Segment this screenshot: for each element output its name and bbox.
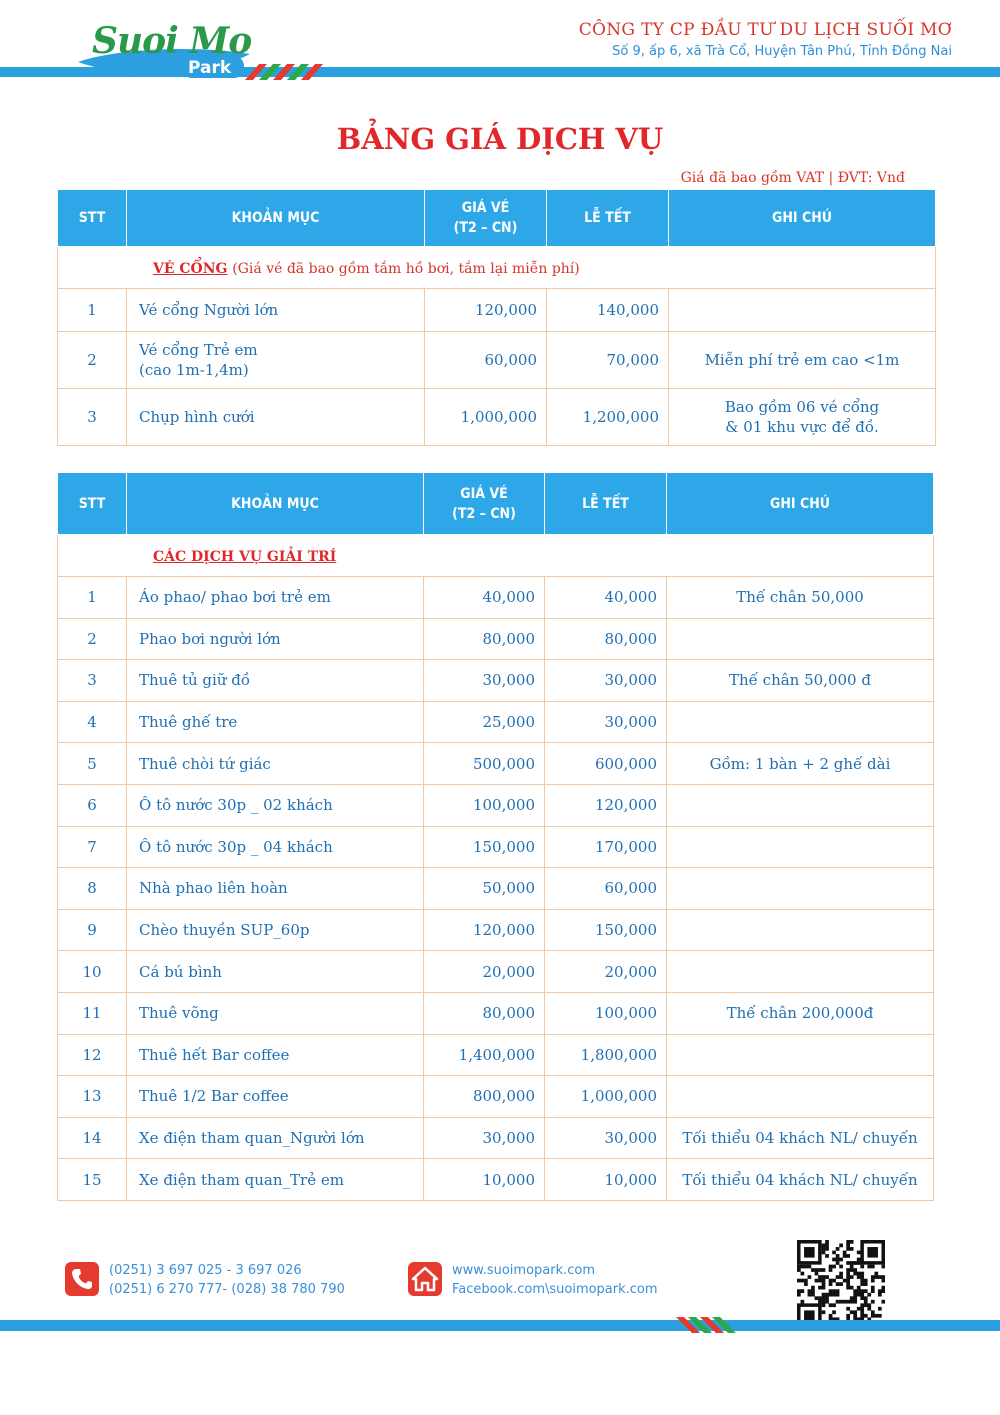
table-row — [58, 1117, 934, 1159]
col-header-price — [424, 473, 545, 535]
row-price: 100,000 — [424, 784, 545, 826]
row-item: Phao bơi người lớn — [127, 618, 424, 660]
table-row — [58, 332, 936, 389]
table-row — [58, 660, 934, 702]
row-stt: 3 — [58, 389, 127, 446]
row-item: Nhà phao liên hoàn — [127, 868, 424, 910]
row-note: Thế chân 200,000đ — [667, 992, 934, 1034]
table-row — [58, 389, 936, 446]
row-holiday-price: 100,000 — [545, 992, 667, 1034]
table-row — [58, 951, 934, 993]
table-row — [58, 743, 934, 785]
row-note — [667, 1076, 934, 1118]
row-note: Miễn phí trẻ em cao <1m — [669, 332, 936, 389]
row-stt: 1 — [58, 577, 127, 619]
row-stt: 2 — [58, 618, 127, 660]
col-header-note: GHI CHÚ — [667, 473, 934, 535]
row-price: 150,000 — [424, 826, 545, 868]
row-holiday-price: 140,000 — [547, 289, 669, 332]
row-holiday-price: 30,000 — [545, 1117, 667, 1159]
row-holiday-price: 170,000 — [545, 826, 667, 868]
row-note — [667, 784, 934, 826]
row-holiday-price: 10,000 — [545, 1159, 667, 1201]
col-header-price-line2: (T2 – CN) — [452, 505, 516, 522]
row-price: 120,000 — [425, 289, 547, 332]
col-header-item: KHOẢN MỤC — [127, 473, 424, 535]
vat-note: Giá đã bao gồm VAT | ĐVT: Vnđ — [680, 170, 905, 186]
col-header-stt: STT — [58, 473, 127, 535]
row-item — [127, 332, 425, 389]
row-note-line2: & 01 khu vực để đồ. — [725, 418, 879, 436]
row-holiday-price: 20,000 — [545, 951, 667, 993]
row-price: 800,000 — [424, 1076, 545, 1118]
table-row — [58, 618, 934, 660]
row-holiday-price: 60,000 — [545, 868, 667, 910]
row-note — [667, 701, 934, 743]
row-stt: 3 — [58, 660, 127, 702]
row-price: 10,000 — [424, 1159, 545, 1201]
table-row — [58, 868, 934, 910]
entertainment-rows — [58, 577, 934, 1201]
table-row — [58, 289, 936, 332]
section-label: CÁC DỊCH VỤ GIẢI TRÍ — [153, 548, 337, 565]
phone-line-1: (0251) 3 697 025 - 3 697 026 — [109, 1263, 302, 1278]
row-stt: 9 — [58, 909, 127, 951]
row-price: 1,000,000 — [425, 389, 547, 446]
row-stt: 4 — [58, 701, 127, 743]
entrance-ticket-table — [57, 189, 936, 446]
row-item: Áo phao/ phao bơi trẻ em — [127, 577, 424, 619]
logo-text: Suoi Mo — [92, 20, 252, 62]
row-note — [667, 909, 934, 951]
row-item: Thuê tủ giữ đồ — [127, 660, 424, 702]
footer-stripe-deco — [676, 1317, 746, 1333]
row-item: Thuê chòi tứ giác — [127, 743, 424, 785]
row-note — [667, 826, 934, 868]
row-item: Ô tô nước 30p _ 02 khách — [127, 784, 424, 826]
row-stt: 15 — [58, 1159, 127, 1201]
row-stt: 12 — [58, 1034, 127, 1076]
suoi-mo-logo — [70, 14, 260, 90]
row-note — [669, 289, 936, 332]
row-holiday-price: 1,800,000 — [545, 1034, 667, 1076]
row-holiday-price: 40,000 — [545, 577, 667, 619]
row-note — [669, 389, 936, 446]
row-price: 60,000 — [425, 332, 547, 389]
col-header-stt: STT — [58, 190, 127, 247]
company-name: CÔNG TY CP ĐẦU TƯ DU LỊCH SUỐI MƠ — [578, 20, 952, 40]
row-price: 500,000 — [424, 743, 545, 785]
row-item: Cá bú bình — [127, 951, 424, 993]
row-stt: 6 — [58, 784, 127, 826]
row-price: 20,000 — [424, 951, 545, 993]
row-item: Vé cổng Người lớn — [127, 289, 425, 332]
section-row — [58, 535, 934, 577]
row-note — [667, 951, 934, 993]
row-item-line2: (cao 1m-1,4m) — [139, 361, 249, 379]
row-price: 40,000 — [424, 577, 545, 619]
row-holiday-price: 150,000 — [545, 909, 667, 951]
row-note: Tối thiểu 04 khách NL/ chuyến — [667, 1159, 934, 1201]
phone-numbers — [109, 1261, 345, 1299]
row-holiday-price: 30,000 — [545, 701, 667, 743]
row-stt: 7 — [58, 826, 127, 868]
row-note: Thế chân 50,000 — [667, 577, 934, 619]
table-row — [58, 701, 934, 743]
row-item: Xe điện tham quan_Người lớn — [127, 1117, 424, 1159]
row-item: Thuê ghế tre — [127, 701, 424, 743]
row-stt: 13 — [58, 1076, 127, 1118]
row-stt: 8 — [58, 868, 127, 910]
footer-stripe — [0, 1320, 1000, 1331]
row-price: 30,000 — [424, 1117, 545, 1159]
row-note: Gồm: 1 bàn + 2 ghế dài — [667, 743, 934, 785]
row-item-line1: Vé cổng Trẻ em — [139, 341, 258, 359]
row-price: 50,000 — [424, 868, 545, 910]
row-stt: 11 — [58, 992, 127, 1034]
col-header-price-line1: GIÁ VÉ — [460, 485, 508, 502]
row-note — [667, 868, 934, 910]
section-cell — [58, 535, 934, 577]
row-stt: 5 — [58, 743, 127, 785]
row-holiday-price: 600,000 — [545, 743, 667, 785]
col-header-note: GHI CHÚ — [669, 190, 936, 247]
row-note: Thế chân 50,000 đ — [667, 660, 934, 702]
website-link[interactable]: www.suoimopark.com — [452, 1263, 596, 1278]
section-label: VÉ CỔNG — [153, 260, 228, 277]
facebook-link[interactable]: Facebook.com\suoimopark.com — [452, 1282, 658, 1297]
table-row — [58, 1159, 934, 1201]
logo-park-text: Park — [188, 58, 232, 78]
table-row — [58, 1034, 934, 1076]
col-header-holiday: LỄ TẾT — [545, 473, 667, 535]
row-price: 120,000 — [424, 909, 545, 951]
row-stt: 2 — [58, 332, 127, 389]
row-price: 80,000 — [424, 618, 545, 660]
row-price: 80,000 — [424, 992, 545, 1034]
phone-icon — [65, 1262, 99, 1296]
col-header-price — [425, 190, 547, 247]
row-note — [667, 618, 934, 660]
col-header-price-line1: GIÁ VÉ — [461, 200, 510, 216]
table-header-row — [58, 190, 936, 247]
page-title: BẢNG GIÁ DỊCH VỤ — [336, 122, 664, 156]
row-note — [667, 1034, 934, 1076]
table-row — [58, 577, 934, 619]
row-note-line1: Bao gồm 06 vé cổng — [724, 398, 880, 416]
row-note: Tối thiểu 04 khách NL/ chuyến — [667, 1117, 934, 1159]
col-header-item: KHOẢN MỤC — [127, 190, 425, 247]
table-row — [58, 909, 934, 951]
entertainment-services-table — [57, 472, 934, 1201]
row-item: Xe điện tham quan_Trẻ em — [127, 1159, 424, 1201]
row-stt: 14 — [58, 1117, 127, 1159]
section-note: (Giá vé đã bao gồm tắm hồ bơi, tắm lại miễn phí) — [232, 260, 580, 277]
row-holiday-price: 30,000 — [545, 660, 667, 702]
row-price: 1,400,000 — [424, 1034, 545, 1076]
home-icon — [408, 1262, 442, 1296]
row-item: Thuê hết Bar coffee — [127, 1034, 424, 1076]
qr-code[interactable] — [797, 1240, 885, 1328]
row-price: 25,000 — [424, 701, 545, 743]
section-row — [58, 247, 936, 289]
company-address: Số 9, ấp 6, xã Trà Cổ, Huyện Tân Phú, Tỉnh Đồng Nai — [612, 44, 952, 59]
row-holiday-price: 70,000 — [547, 332, 669, 389]
col-header-holiday: LỄ TẾT — [547, 190, 669, 247]
row-item: Chèo thuyền SUP_60p — [127, 909, 424, 951]
row-stt: 1 — [58, 289, 127, 332]
row-price: 30,000 — [424, 660, 545, 702]
row-item: Thuê võng — [127, 992, 424, 1034]
phone-line-2: (0251) 6 270 777- (028) 38 780 790 — [109, 1282, 345, 1297]
row-holiday-price: 80,000 — [545, 618, 667, 660]
row-item: Ô tô nước 30p _ 04 khách — [127, 826, 424, 868]
table-header-row — [58, 473, 934, 535]
row-item: Thuê 1/2 Bar coffee — [127, 1076, 424, 1118]
col-header-price-line2: (T2 – CN) — [453, 220, 518, 236]
web-links — [452, 1261, 658, 1299]
table-row — [58, 992, 934, 1034]
company-info — [579, 20, 952, 59]
row-holiday-price: 1,200,000 — [547, 389, 669, 446]
table-row — [58, 1076, 934, 1118]
row-holiday-price: 120,000 — [545, 784, 667, 826]
section-cell — [58, 247, 936, 289]
row-holiday-price: 1,000,000 — [545, 1076, 667, 1118]
row-item: Chụp hình cưới — [127, 389, 425, 446]
row-stt: 10 — [58, 951, 127, 993]
table-row — [58, 826, 934, 868]
table-row — [58, 784, 934, 826]
